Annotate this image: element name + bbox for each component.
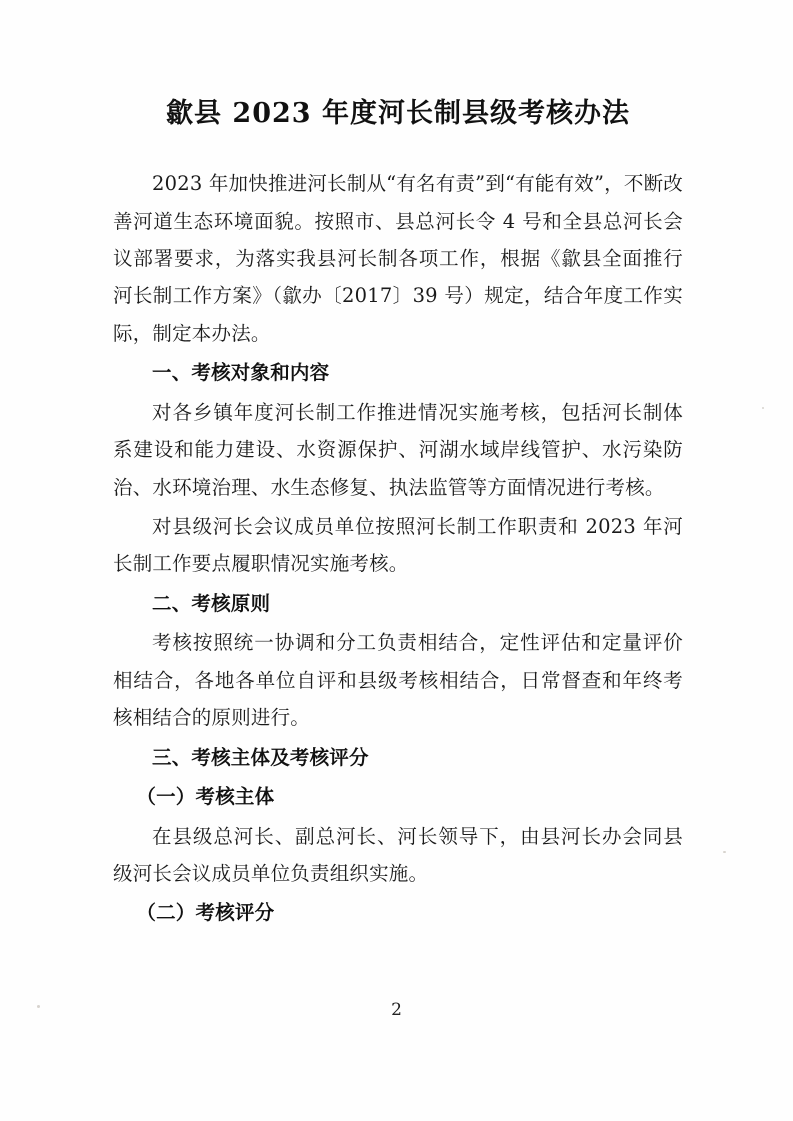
subsection-heading-two: （二）考核评分 — [136, 901, 275, 925]
section-heading-three: 三、考核主体及考核评分 — [152, 745, 369, 769]
paragraph-principles: 考核按照统一协调和分工负责相结合，定性评估和定量评价相结合，各地各单位自评和县级考核相结合，日常督查和年终考核相结合的原则进行。 — [113, 631, 683, 730]
section-heading-two: 二、考核原则 — [152, 591, 271, 615]
paragraph-scope-townships: 对各乡镇年度河长制工作推进情况实施考核，包括河长制体系建设和能力建设、水资源保护、河湖水域岸线管护、水污染防治、水环境治理、水生态修复、执法监管等方面情况进行考核。 — [113, 400, 683, 499]
paragraph-intro: 2023 年加快推进河长制从“有名有责”到“有能有效”，不断改善河道生态环境面貌。按照市、县总河长令 4 号和全县总河长会议部署要求，为落实我县河长制各项工作，根据《歙县全面推行河长制工作方案》（歙办〔2017〕39 号）规定，结合年度工作实际，制定本办法。 — [113, 172, 683, 345]
scan-speck — [723, 851, 726, 853]
subsection-heading-one: （一）考核主体 — [136, 785, 275, 809]
scan-speck — [762, 407, 764, 409]
page-number: 2 — [391, 1000, 402, 1020]
page-title: 歙县 2023 年度河长制县级考核办法 — [166, 98, 630, 129]
paragraph-subject-of-assessment: 在县级总河长、副总河长、河长领导下，由县河长办会同县级河长会议成员单位负责组织实施。 — [113, 824, 683, 885]
document-body — [113, 96, 683, 934]
paragraph-scope-member-units: 对县级河长会议成员单位按照河长制工作职责和 2023 年河长制工作要点履职情况实施考核。 — [113, 515, 683, 576]
scan-speck — [37, 1005, 40, 1008]
section-heading-one: 一、考核对象和内容 — [152, 361, 330, 385]
